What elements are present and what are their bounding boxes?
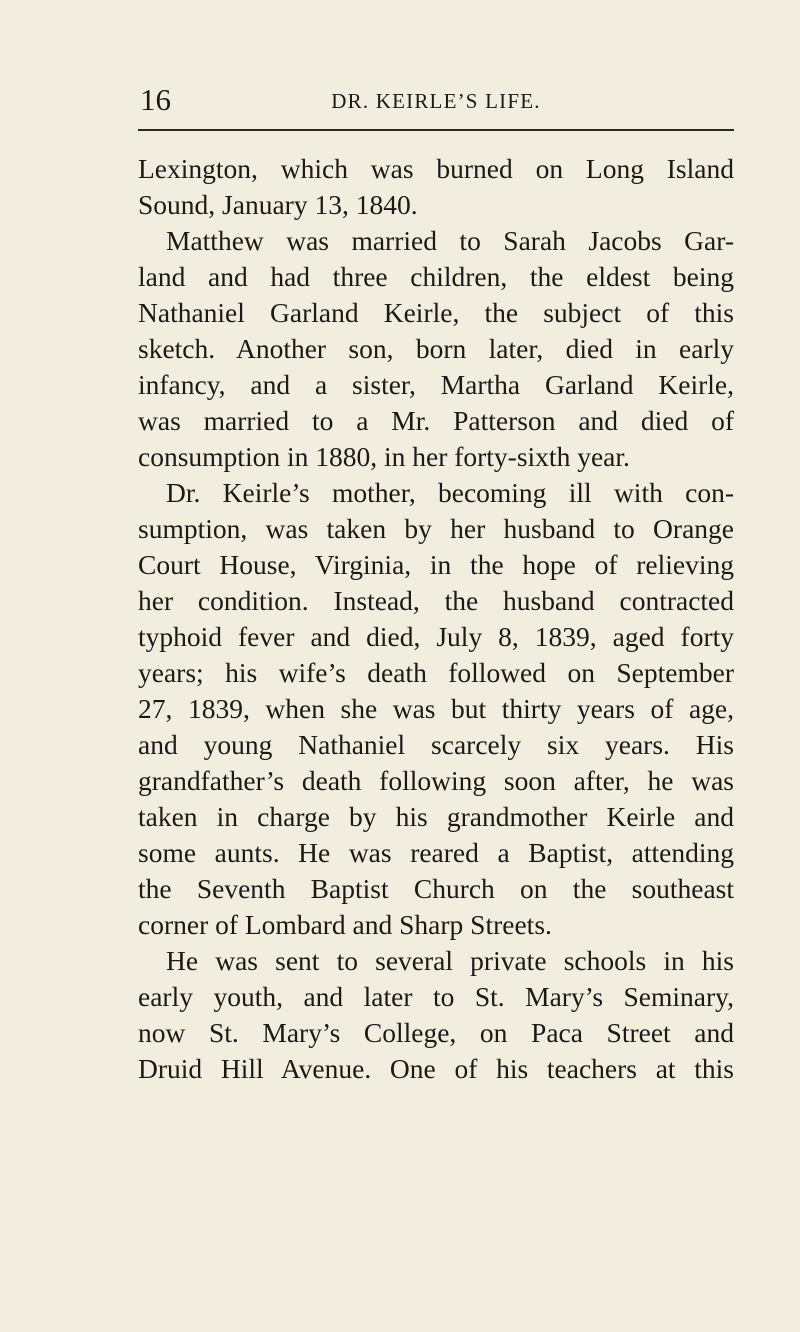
text-line: Nathaniel Garland Keirle, the subject of this — [138, 297, 734, 328]
header-rule — [138, 129, 734, 131]
text-line: was married to a Mr. Patterson and died of — [138, 405, 734, 436]
text-line: Druid Hill Avenue. One of his teachers at this — [138, 1053, 734, 1084]
text-line: Dr. Keirle’s mother, becoming ill with con- — [166, 477, 734, 508]
text-line: consumption in 1880, in her forty-sixth year. — [138, 441, 630, 472]
text-line: and young Nathaniel scarcely six years. His — [138, 729, 734, 760]
text-line: He was sent to several private schools in his — [166, 945, 734, 976]
text-line: grandfather’s death following soon after, he was — [138, 765, 734, 796]
text-line: years; his wife’s death followed on September — [138, 657, 734, 688]
text-line: sketch. Another son, born later, died in early — [138, 333, 734, 364]
text-line: corner of Lombard and Sharp Streets. — [138, 909, 552, 940]
text-line: infancy, and a sister, Martha Garland Keirle, — [138, 369, 734, 400]
text-line: sumption, was taken by her husband to Orange — [138, 513, 734, 544]
text-line: land and had three children, the eldest being — [138, 261, 734, 292]
text-line: typhoid fever and died, July 8, 1839, aged forty — [138, 621, 734, 652]
page-header — [138, 82, 734, 118]
text-line: Court House, Virginia, in the hope of relieving — [138, 549, 734, 580]
text-line: taken in charge by his grandmother Keirle and — [138, 801, 734, 832]
text-line: Sound, January 13, 1840. — [138, 189, 418, 220]
text-line: the Seventh Baptist Church on the southeast — [138, 873, 734, 904]
text-line: some aunts. He was reared a Baptist, attending — [138, 837, 734, 868]
text-line: 27, 1839, when she was but thirty years of age, — [138, 693, 734, 724]
body-text — [138, 151, 734, 1087]
text-line: now St. Mary’s College, on Paca Street and — [138, 1017, 734, 1048]
page-number: 16 — [140, 82, 171, 117]
text-line: her condition. Instead, the husband contracted — [138, 585, 734, 616]
text-line: early youth, and later to St. Mary’s Seminary, — [138, 981, 734, 1012]
text-line: Matthew was married to Sarah Jacobs Gar- — [166, 225, 734, 256]
running-head: DR. KEIRLE’S LIFE. — [331, 89, 541, 113]
text-line: Lexington, which was burned on Long Island — [138, 153, 734, 184]
